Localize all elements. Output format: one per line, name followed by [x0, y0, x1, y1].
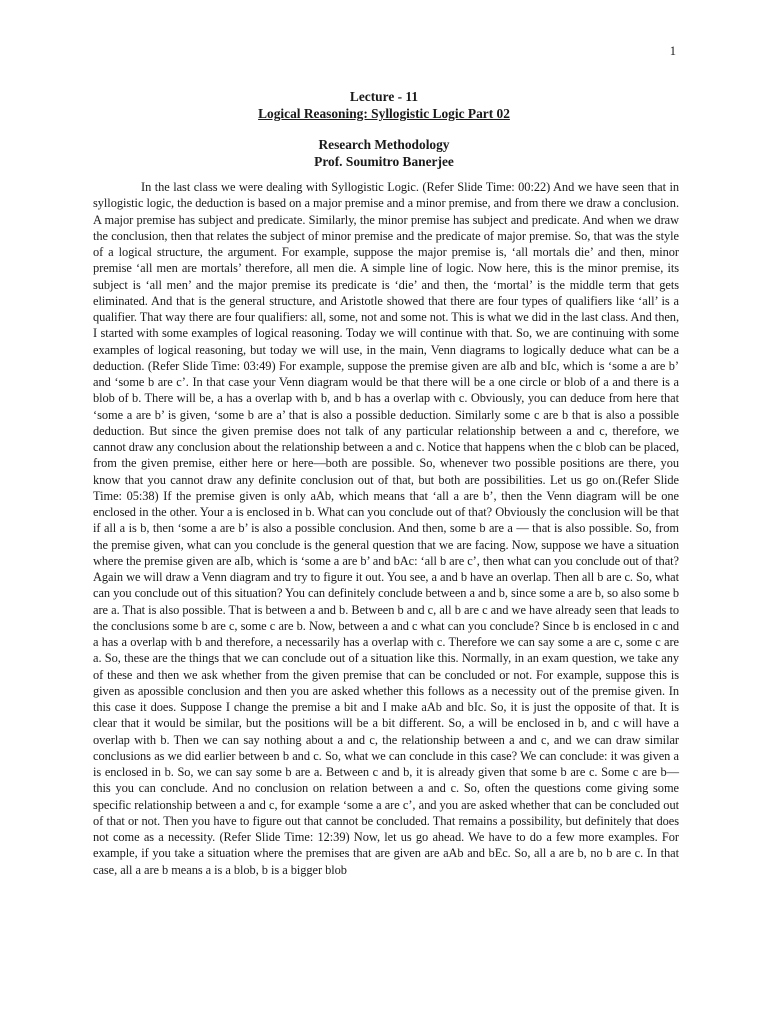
- header-spacer: [0, 122, 768, 136]
- course-name: Research Methodology: [318, 137, 450, 152]
- body-paragraph: In the last class we were dealing with Syllogistic Logic. (Refer Slide Time: 00:22) And we have seen that in syllogistic logic, the deduction is based on a major premise and a minor premise, and from there we draw a conclusion. A major premise has subject and predicate. Similarly, the minor premise has subject and predicate. And when we draw the conclusion, then that relates the subject of minor premise and the predicate of major premise. So, that was the style of a logical structure, the argument. For example, suppose the major premise is, ‘all mortals die’ and then, minor premise ‘all men are mortals’ therefore, all men die. A simple line of logic. Now here, this is the minor premise, its subject is ‘all men’ and the major premise its predicate is ‘die’ and then, the ‘mortal’ is the middle term that gets eliminated. And that is the general structure, and Aristotle showed that there are four types of qualifiers like ‘all’ is a qualifier. That way there are four qualifiers: all, some, not and some not. This is what we did in the last class. And then, I started with some examples of logical reasoning. Today we will continue with that. So, we are continuing with some examples of logical reasoning, but today we will use, in the main, Venn diagrams to logically deduce what can be a deduction. (Refer Slide Time: 03:49) For example, suppose the premise given are aIb and bIc, which is ‘some a are b’ and ‘some b are c’. In that case your Venn diagram would be that there will be a one circle or blob of a and there is a blob of b. There will be, a has a overlap with b, and b has a overlap with c. Obviously, you can deduce from here that ‘some a are b’ is given, ‘some b are a’ that is also a possible deduction. Similarly some c are b that is also a possible deduction. But since the given premise does not talk of any particular relationship between a and c, therefore, we cannot draw any conclusion about the relationship between a and c. Notice that happens when the c blob can be placed, from the given premise, either here or here—both are possible. So, whenever two possible positions are there, you know that you cannot draw any definite conclusion out of that, but both are possibilities. Let us go on.(Refer Slide Time: 05:38) If the premise given is only aAb, which means that ‘all a are b’, then the Venn diagram will be one enclosed in the other. Your a is enclosed in b. What can you conclude out of that? Obviously the conclusion will be that if all a is b, then ‘some a are b’ is also a possible conclusion. And then, some b are a — that is also possible. So, from the premise given, what can you conclude is the general question that we are facing. Now, suppose we have a situation where the premise given are aIb, which is ‘some a are b’ and bAc: ‘all b are c’, then what can you conclude out of that? Again we will draw a Venn diagram and try to figure it out. You see, a and b have an overlap. Then all b are c. So, what can you conclude out of this situation? You can definitely conclude between a and b, since some a are b, so also some b are a. That is also possible. That is between a and b. Between b and c, all b are c and we have already seen that leads to the conclusions some b are c, some c are b. Now, between a and c what can you conclude? Since b is enclosed in c and a has a overlap with b and therefore, a necessarily has a overlap with c. Therefore we can say some a are c, some c are a. So, these are the things that we can conclude out of a situation like this. Normally, in an exam question, we take any of these and then we ask whether from the given premise that can be concluded or not. For example, suppose this is given as apossible conclusion and then you are asked whether this follows as a necessity out of the premise given. In this case it does. Suppose I change the premise a bit and I make aAb and bIc. So, it is just the opposite of that. It is clear that it would be similar, but the positions will be a bit different. So, a will be enclosed in b, and c will have a overlap with b. Then we can say nothing about a and c, the relationship between a and c, and we can draw similar conclusions as we did earlier between b and c. So, what we can conclude in this case? We can conclude: it was given a is enclosed in b. So, we can say some b are a. Between c and b, it is already given that some b are c. Some c are b—this you can conclude. And no conclusion on relation between a and c. So, often the questions come giving some specific relationship between a and c, for example ‘some a are c’, and you are asked whether that can be concluded out of that or not. Then you have to figure out that cannot be concluded. That remains a possibility, but definitely that does not come as a necessity. (Refer Slide Time: 12:39) Now, let us go ahead. We have to do a few more examples. For example, if you take a situation where the premises that are given are aAb and bEc. So, all a are b, no b are c. In that case, all a are b means a is a blob, b is a bigger blob: [93, 180, 679, 877]
- lecture-subtitle: Logical Reasoning: Syllogistic Logic Part 02: [258, 106, 510, 121]
- page-number: 1: [669, 44, 676, 58]
- document-header: [0, 88, 768, 170]
- professor-name: Prof. Soumitro Banerjee: [314, 154, 454, 169]
- lecture-number: Lecture - 11: [349, 89, 419, 104]
